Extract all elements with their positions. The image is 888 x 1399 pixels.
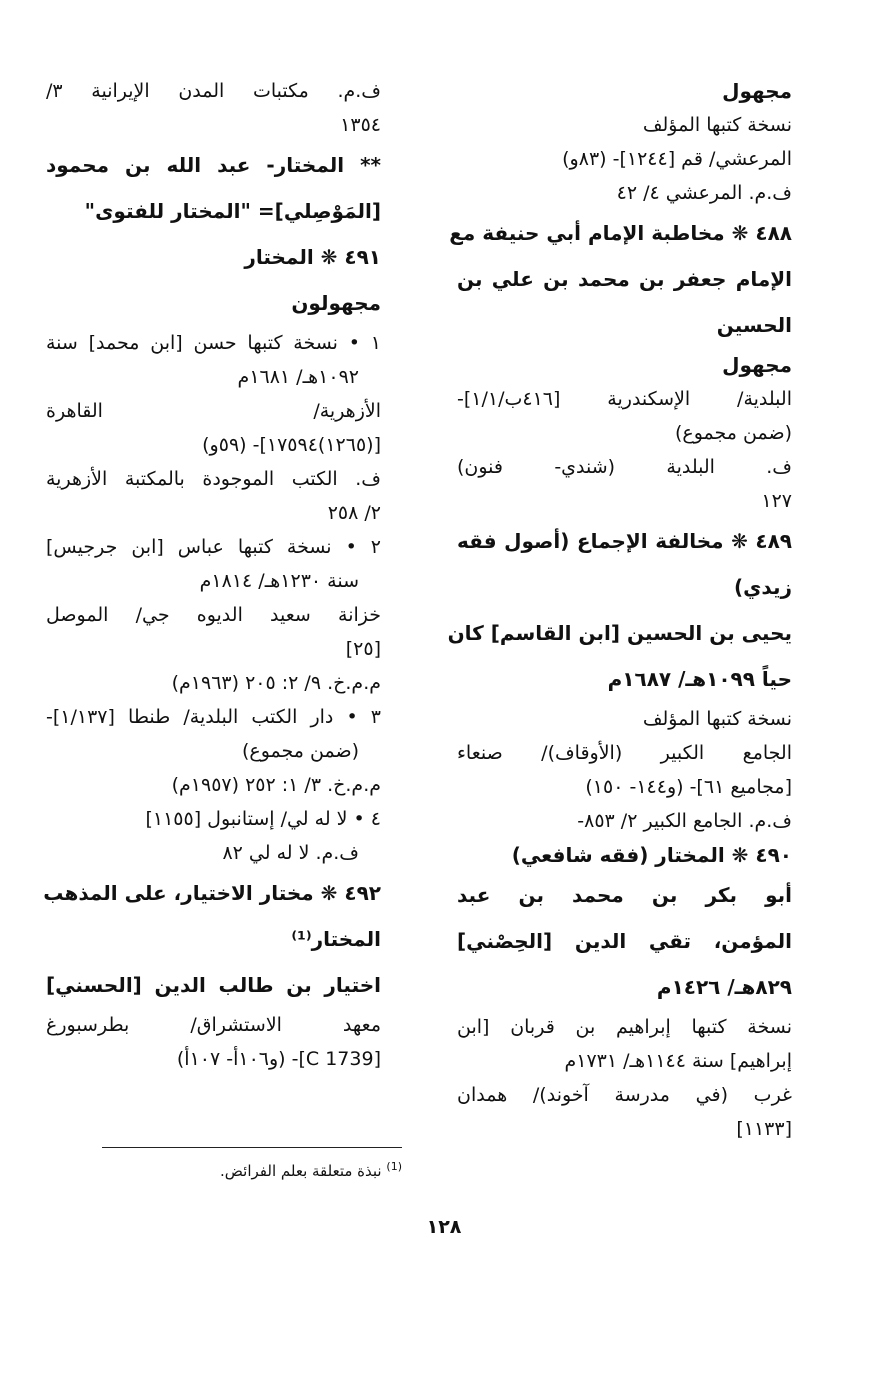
text-line: [٢٥] <box>345 638 381 660</box>
text-line: ١٢٧ <box>761 490 792 512</box>
text-line: ١٠٩٢هـ/ ١٦٨١م <box>237 366 359 388</box>
text-line: المؤمن، تقي الدين [الحِصْني] <box>457 929 792 953</box>
text-line: ٨٢٩هـ/ ١٤٢٦م <box>656 975 792 999</box>
footnote-marker: (1) <box>386 1160 402 1173</box>
text-line: مجهول <box>722 353 792 377</box>
text-line: (ضمن مجموع) <box>674 422 792 444</box>
text-line: [(١٢٦٥)١٧٥٩٤]- (٥٩و) <box>202 434 381 456</box>
text-line: نسخة كتبها المؤلف <box>642 708 792 730</box>
text-line: ف. الكتب الموجودة بالمكتبة الأزهرية <box>46 468 381 490</box>
text-line: ١ • نسخة كتبها حسن [ابن محمد] سنة <box>46 332 381 354</box>
text-line: إبراهيم] سنة ١١٤٤هـ/ ١٧٣١م <box>564 1050 792 1072</box>
text-line: ٣ • دار الكتب البلدية/ طنطا [١/١٣٧]- <box>46 706 381 728</box>
left-column <box>43 74 381 1076</box>
text-line: ف.م. المرعشي ٤/ ٤٢ <box>616 182 792 204</box>
text-line: البلدية/ الإسكندرية [٤١٦ب/١/١]- <box>457 388 792 410</box>
text-line: أبو بكر بن محمد بن عبد <box>457 883 792 907</box>
text-line: ٤٨٨ ❋ مخاطبة الإمام أبي حنيفة مع <box>449 221 792 245</box>
text-line: ٤٩١ ❋ المختار <box>244 245 381 269</box>
text-line: ** المختار- عبد الله بن محمود <box>46 153 381 177</box>
text-line: ف.م. لا له لي ٨٢ <box>222 842 359 864</box>
text-line: ١٣٥٤ <box>340 114 381 136</box>
text-line: اختيار بن طالب الدين [الحسني] <box>46 973 381 997</box>
text-line: الأزهرية/ القاهرة <box>46 400 381 422</box>
text-line: معهد الاستشراق/ بطرسبورغ <box>46 1014 381 1036</box>
text-line: يحيى بن الحسين [ابن القاسم] كان <box>447 621 792 645</box>
page-number: ١٢٨ <box>426 1216 462 1238</box>
text-line: سنة ١٢٣٠هـ/ ١٨١٤م <box>199 570 359 592</box>
text-line: حياً ١٠٩٩هـ/ ١٦٨٧م <box>607 667 792 691</box>
text-line: ٢/ ٢٥٨ <box>327 502 381 524</box>
text-line: مجهولون <box>291 291 381 315</box>
text-line: الإمام جعفر بن محمد بن علي بن <box>457 267 792 291</box>
text-line: الحسين <box>716 313 792 337</box>
text-line: م.م.خ. ٩/ ٢: ٢٠٥ (١٩٦٣م) <box>171 672 381 694</box>
text-line: ف. البلدية (شندي- فنون) <box>457 456 792 478</box>
text-line: [C 1739]- (و١٠٦أ- ١٠٧أ) <box>176 1048 381 1070</box>
text-line: المختار⁽¹⁾ <box>291 927 381 951</box>
text-line: (ضمن مجموع) <box>241 740 359 762</box>
text-line: ٢ • نسخة كتبها عباس [ابن جرجيس] <box>46 536 381 558</box>
text-line: [١١٣٣] <box>736 1118 792 1140</box>
footnote-text: نبذة متعلقة بعلم الفرائض. <box>220 1162 382 1180</box>
text-line: [مجاميع ٦١]- (و١٤٤- ١٥٠) <box>585 776 792 798</box>
text-line: م.م.خ. ٣/ ١: ٢٥٢ (١٩٥٧م) <box>171 774 381 796</box>
footnote-divider <box>102 1147 402 1148</box>
text-line: مجهول <box>722 79 792 103</box>
text-line: [المَوْصِلي]= "المختار للفتوى" <box>84 199 381 223</box>
text-line: ٤٨٩ ❋ مخالفة الإجماع (أصول فقه <box>457 529 792 553</box>
text-line: نسخة كتبها المؤلف <box>642 114 792 136</box>
footnote <box>220 1160 402 1180</box>
right-column <box>447 74 792 1146</box>
text-line: خزانة سعيد الديوه جي/ الموصل <box>46 604 381 626</box>
text-line: ف.م. مكتبات المدن الإيرانية ٣/ <box>46 80 381 102</box>
text-line: زيدي) <box>733 575 792 599</box>
text-line: ٤ • لا له لي/ إستانبول [١١٥٥] <box>145 808 381 830</box>
text-line: المرعشي/ قم [١٢٤٤]- (٨٣و) <box>562 148 792 170</box>
text-line: غرب (في مدرسة آخوند)/ همدان <box>457 1084 792 1106</box>
text-line: ٤٩٢ ❋ مختار الاختيار، على المذهب <box>43 881 381 905</box>
text-line: ٤٩٠ ❋ المختار (فقه شافعي) <box>511 843 792 867</box>
text-line: ف.م. الجامع الكبير ٢/ ٨٥٣- <box>577 810 792 832</box>
text-line: الجامع الكبير (الأوقاف)/ صنعاء <box>457 742 792 764</box>
text-line: نسخة كتبها إبراهيم بن قربان [ابن <box>457 1016 792 1038</box>
